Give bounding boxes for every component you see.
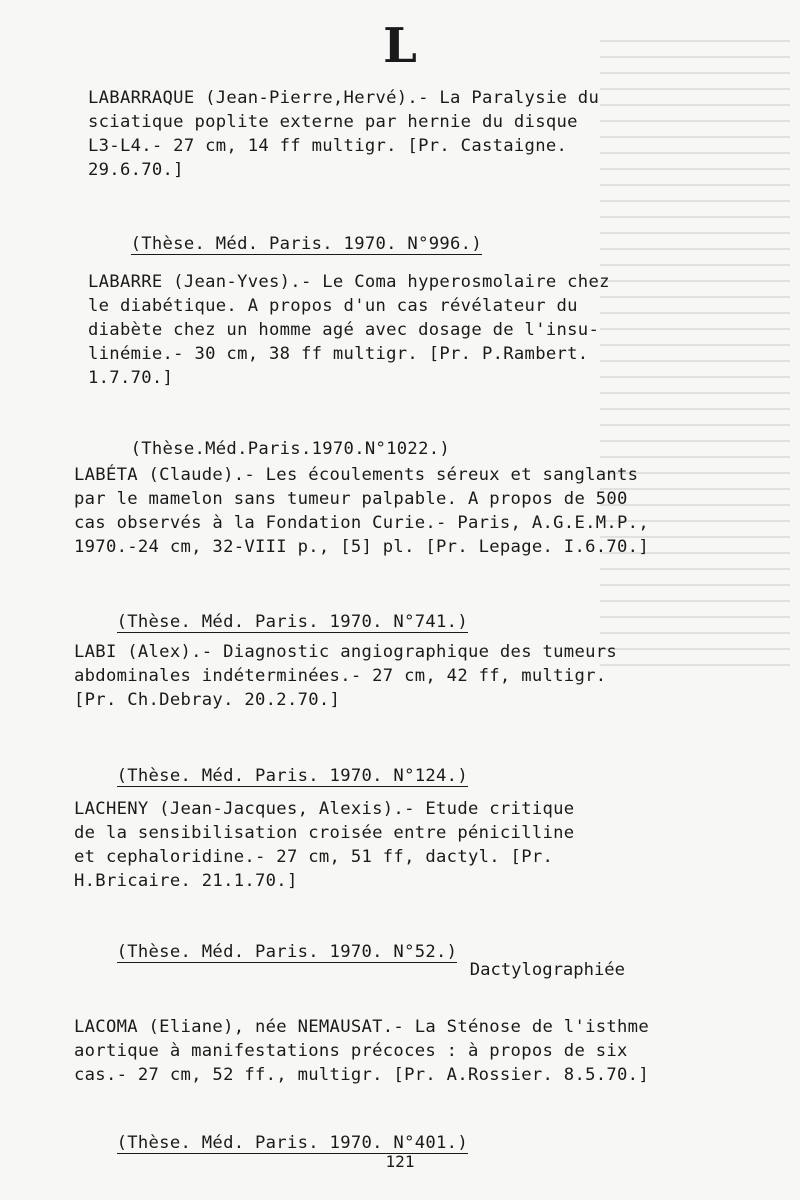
entry-line: abdominales indéterminées.- 27 cm, 42 ff, multigr.	[74, 666, 607, 686]
catalog-entry	[88, 270, 758, 390]
catalog-entry	[74, 640, 744, 712]
thesis-reference-text: (Thèse. Méd. Paris. 1970. N°124.)	[116, 766, 468, 786]
entry-line: [Pr. Ch.Debray. 20.2.70.]	[74, 690, 341, 710]
entry-line: et cephaloridine.- 27 cm, 51 ff, dactyl. [Pr.	[74, 847, 554, 867]
thesis-reference	[74, 916, 457, 988]
catalog-entry	[74, 797, 744, 893]
entry-line: cas observés à la Fondation Curie.- Paris, A.G.E.M.P.,	[74, 513, 649, 533]
entry-line: LABI (Alex).- Diagnostic angiographique des tumeurs	[74, 642, 618, 662]
entry-line: sciatique poplite externe par hernie du disque	[88, 112, 578, 132]
entry-line: 1970.-24 cm, 32-VIII p., [5] pl. [Pr. Lepage. I.6.70.]	[74, 537, 649, 557]
entry-line: diabète chez un homme agé avec dosage de l'insu-	[88, 320, 600, 340]
catalog-entry	[88, 86, 758, 182]
entry-line: 29.6.70.]	[88, 160, 184, 180]
entry-line: LACOMA (Eliane), née NEMAUSAT.- La Sténose de l'isthme	[74, 1017, 649, 1037]
entry-line: H.Bricaire. 21.1.70.]	[74, 871, 298, 891]
entry-line: 1.7.70.]	[88, 368, 174, 388]
entry-line: L3-L4.- 27 cm, 14 ff multigr. [Pr. Castaigne.	[88, 136, 568, 156]
entry-line: LABARRAQUE (Jean-Pierre,Hervé).- La Paralysie du	[88, 88, 600, 108]
thesis-reference-text: (Thèse. Méd. Paris. 1970. N°401.)	[116, 1133, 468, 1153]
entry-line: par le mamelon sans tumeur palpable. A propos de 500	[74, 489, 628, 509]
catalog-entry	[74, 463, 744, 559]
thesis-reference-text: (Thèse.Méd.Paris.1970.N°1022.)	[130, 439, 451, 459]
entry-line: LABÉTA (Claude).- Les écoulements séreux et sanglants	[74, 465, 639, 485]
thesis-reference-text: (Thèse. Méd. Paris. 1970. N°741.)	[116, 612, 468, 632]
entry-line: linémie.- 30 cm, 38 ff multigr. [Pr. P.Rambert.	[88, 344, 589, 364]
page-number: 121	[385, 1152, 415, 1171]
entry-line: LACHENY (Jean-Jacques, Alexis).- Etude critique	[74, 799, 575, 819]
entry-line: aortique à manifestations précoces : à propos de six	[74, 1041, 628, 1061]
thesis-reference-text: (Thèse. Méd. Paris. 1970. N°996.)	[130, 234, 482, 254]
entry-line: le diabétique. A propos d'un cas révélateur du	[88, 296, 578, 316]
catalog-entry	[74, 1015, 744, 1087]
entry-line: LABARRE (Jean-Yves).- Le Coma hyperosmolaire chez	[88, 272, 610, 292]
entry-line: cas.- 27 cm, 52 ff., multigr. [Pr. A.Rossier. 8.5.70.]	[74, 1065, 649, 1085]
section-letter: L	[383, 18, 417, 74]
thesis-reference-text: (Thèse. Méd. Paris. 1970. N°52.)	[116, 942, 458, 962]
typewritten-note: Dactylographiée	[469, 960, 625, 980]
entry-line: de la sensibilisation croisée entre pénicilline	[74, 823, 575, 843]
